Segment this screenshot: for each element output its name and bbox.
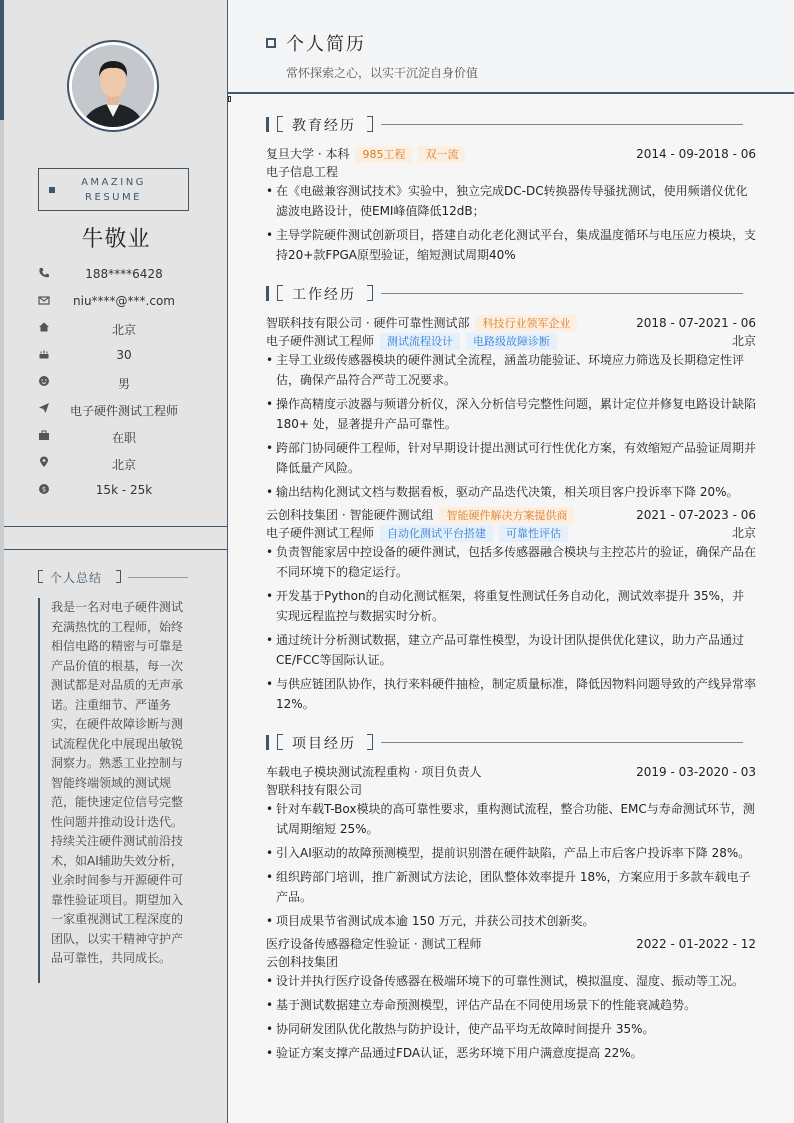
- bullet: • 在《电磁兼容测试技术》实验中，独立完成DC-DC转换器传导骚扰测试，使用频谱仪优化滤波电路设计，使EMI峰值降低12dB；: [266, 181, 756, 221]
- tag: 科技行业领军企业: [475, 315, 577, 332]
- bullet: • 负责智能家居中控设备的硬件测试，包括多传感器融合模块与主控芯片的验证，确保产品在不同环境下的稳定运行。: [266, 542, 756, 582]
- summary-title: 个人总结: [50, 571, 103, 585]
- info-position: [38, 399, 198, 426]
- corner-mark: [228, 96, 231, 102]
- info-status: [38, 426, 198, 453]
- tag: 智能硬件解决方案提供商: [439, 507, 574, 524]
- info-gender: [38, 372, 198, 399]
- info-phone: [38, 264, 198, 291]
- info-home: [38, 318, 198, 345]
- bullet: • 输出结构化测试文档与数据看板，驱动产品迭代决策，相关项目客户投诉率下降 20%。: [266, 482, 756, 502]
- tag: 电路级故障诊断: [466, 333, 557, 350]
- location-icon: [38, 456, 50, 468]
- city: 北京: [731, 334, 756, 348]
- portrait-icon: [72, 45, 154, 127]
- bullet: • 与供应链团队协作，执行来料硬件抽检，制定质量标准，降低因物料问题导致的产线异常率 12%。: [266, 674, 756, 714]
- summary-text: 我是一名对电子硬件测试充满热忱的工程师，始终相信电路的精密与可靠是产品价值的根基，每一次测试都是对品质的无声承诺。注重细节、严谨务实，在硬件故障诊断与测试流程优化中展现出敏锐洞察力。熟悉工业控制与智能终端领域的测试规范，能快速定位信号完整性问题并推动设计迭代。持续关注硬件测试前沿技术，如AI辅助失效分析，业余时间参与开源硬件可靠性验证项目。期望加入一家重视测试工程深度的团队，以实干精神守护产品可靠性，共同成长。: [38, 598, 188, 983]
- main-content: [228, 0, 794, 1123]
- bullet: • 引入AI驱动的故障预测模型，提前识别潜在硬件缺陷，产品上市后客户投诉率下降 28%。: [266, 843, 756, 863]
- svg-text:$: $: [41, 485, 47, 494]
- bullet: • 开发基于Python的自动化测试框架，将重复性测试任务自动化，测试效率提升 35%，并实现远程监控与数据实时分析。: [266, 586, 756, 626]
- bullet: • 项目成果节省测试成本逾 150 万元，并获公司技术创新奖。: [266, 911, 756, 931]
- brand-badge: [38, 168, 189, 211]
- projects-heading: [266, 734, 746, 752]
- sidebar: [4, 0, 228, 1123]
- bullet: • 设计并执行医疗设备传感器在极端环境下的可靠性测试，模拟温度、湿度、振动等工况。: [266, 971, 756, 991]
- bullet: • 验证方案支撑产品通过FDA认证，恶劣环境下用户满意度提高 22%。: [266, 1043, 756, 1063]
- tag: 自动化测试平台搭建: [380, 525, 493, 542]
- info-value: 北京: [111, 323, 136, 337]
- info-value: niu****@***.com: [73, 294, 175, 308]
- education-row: [266, 145, 756, 163]
- info-location: [38, 453, 198, 480]
- project-name: 车载电子模块测试流程重构 · 项目负责人: [266, 765, 482, 779]
- role: 电子硬件测试工程师: [266, 334, 375, 348]
- job-company-row: [266, 314, 756, 332]
- major: 电子信息工程: [266, 165, 339, 179]
- project-name: 医疗设备传感器稳定性验证 · 测试工程师: [266, 937, 482, 951]
- tag: 双一流: [418, 146, 465, 163]
- info-value: 男: [117, 377, 130, 391]
- bullet: • 组织跨部门培训，推广新测试方法论，团队整体效率提升 18%，方案应用于多款车载电子产品。: [266, 867, 756, 907]
- dates: 2022 - 01-2022 - 12: [636, 937, 756, 951]
- bullet: • 主导学院硬件测试创新项目，搭建自动化老化测试平台，集成温度循环与电压应力模块，支持20+款FPGA原型验证，缩短测试周期40%: [266, 225, 756, 265]
- work-heading: [266, 285, 746, 303]
- school: 复旦大学 · 本科: [266, 147, 350, 161]
- section-title: 工作经历: [292, 287, 356, 303]
- company: 智联科技有限公司 · 硬件可靠性测试部: [266, 316, 470, 330]
- project-org: 智联科技有限公司: [266, 783, 363, 797]
- info-value: 30: [116, 348, 132, 362]
- info-value: 188****6428: [85, 267, 163, 281]
- dates: 2018 - 07-2021 - 06: [636, 316, 756, 330]
- mail-icon: [38, 294, 50, 306]
- contact-info: [38, 264, 198, 507]
- summary-heading: [38, 570, 188, 584]
- project-org: 云创科技集团: [266, 955, 339, 969]
- project-row: [266, 763, 756, 781]
- project-bullets: [266, 799, 756, 935]
- info-value: 电子硬件测试工程师: [69, 404, 178, 418]
- divider: [4, 549, 228, 550]
- bullet: • 基于测试数据建立寿命预测模型，评估产品在不同使用场景下的性能衰减趋势。: [266, 995, 756, 1015]
- phone-icon: [38, 267, 50, 279]
- job-role-row: [266, 524, 756, 542]
- section-title: 教育经历: [292, 118, 356, 134]
- cake-icon: [38, 348, 50, 360]
- dates: 2021 - 07-2023 - 06: [636, 508, 756, 522]
- salary-icon: [38, 483, 50, 495]
- bullet: • 协同研发团队优化散热与防护设计，使产品平均无故障时间提升 35%。: [266, 1019, 756, 1039]
- person-name: 牛敬业: [81, 227, 151, 252]
- education-heading: [266, 116, 746, 134]
- page-header: [228, 0, 794, 94]
- home-icon: [38, 321, 50, 333]
- tag: 985工程: [355, 146, 412, 163]
- page-title: 个人简历: [286, 34, 366, 55]
- info-value: 在职: [111, 431, 136, 445]
- page-subtitle: 常怀探索之心，以实干沉淀自身价值: [286, 66, 479, 80]
- info-value: 15k - 25k: [95, 483, 153, 497]
- job-role-row: [266, 332, 756, 350]
- info-salary: [38, 480, 198, 507]
- square-icon: [266, 38, 276, 48]
- section-title: 项目经历: [292, 736, 356, 752]
- bullet: • 操作高精度示波器与频谱分析仪，深入分析信号完整性问题，累计定位并修复电路设计缺陷 180+ 处，显著提升产品可靠性。: [266, 394, 756, 434]
- education-bullets: [266, 181, 756, 269]
- job-bullets: [266, 542, 756, 718]
- tag: 测试流程设计: [380, 333, 460, 350]
- send-icon: [38, 402, 50, 414]
- project-row: [266, 935, 756, 953]
- square-icon: [49, 187, 55, 193]
- city: 北京: [731, 526, 756, 540]
- job-bullets: [266, 350, 756, 506]
- tag: 可靠性评估: [499, 525, 568, 542]
- dates: 2019 - 03-2020 - 03: [636, 765, 756, 779]
- info-email: [38, 291, 198, 318]
- bullet: • 通过统计分析测试数据，建立产品可靠性模型，为设计团队提供优化建议，助力产品通过CE/FCC等国际认证。: [266, 630, 756, 670]
- face-icon: [38, 375, 50, 387]
- dates: 2014 - 09-2018 - 06: [636, 147, 756, 161]
- bullet: • 针对车载T-Box模块的高可靠性要求，重构测试流程，整合功能、EMC与寿命测试环节，测试周期缩短 25%。: [266, 799, 756, 839]
- info-age: [38, 345, 198, 372]
- briefcase-icon: [38, 429, 50, 441]
- divider: [4, 526, 228, 527]
- project-bullets: [266, 971, 756, 1067]
- role: 电子硬件测试工程师: [266, 526, 375, 540]
- job-company-row: [266, 506, 756, 524]
- bullet: • 主导工业级传感器模块的硬件测试全流程，涵盖功能验证、环境应力筛选及长期稳定性评估，确保产品符合严苛工况要求。: [266, 350, 756, 390]
- brand-line-2: RESUME: [85, 192, 142, 203]
- info-value: 北京: [111, 458, 136, 472]
- brand-line-1: AMAZING: [81, 177, 146, 188]
- avatar: [67, 40, 159, 132]
- bullet: • 跨部门协同硬件工程师，针对早期设计提出测试可行性优化方案，有效缩短产品验证周期并降低量产风险。: [266, 438, 756, 478]
- company: 云创科技集团 · 智能硬件测试组: [266, 508, 434, 522]
